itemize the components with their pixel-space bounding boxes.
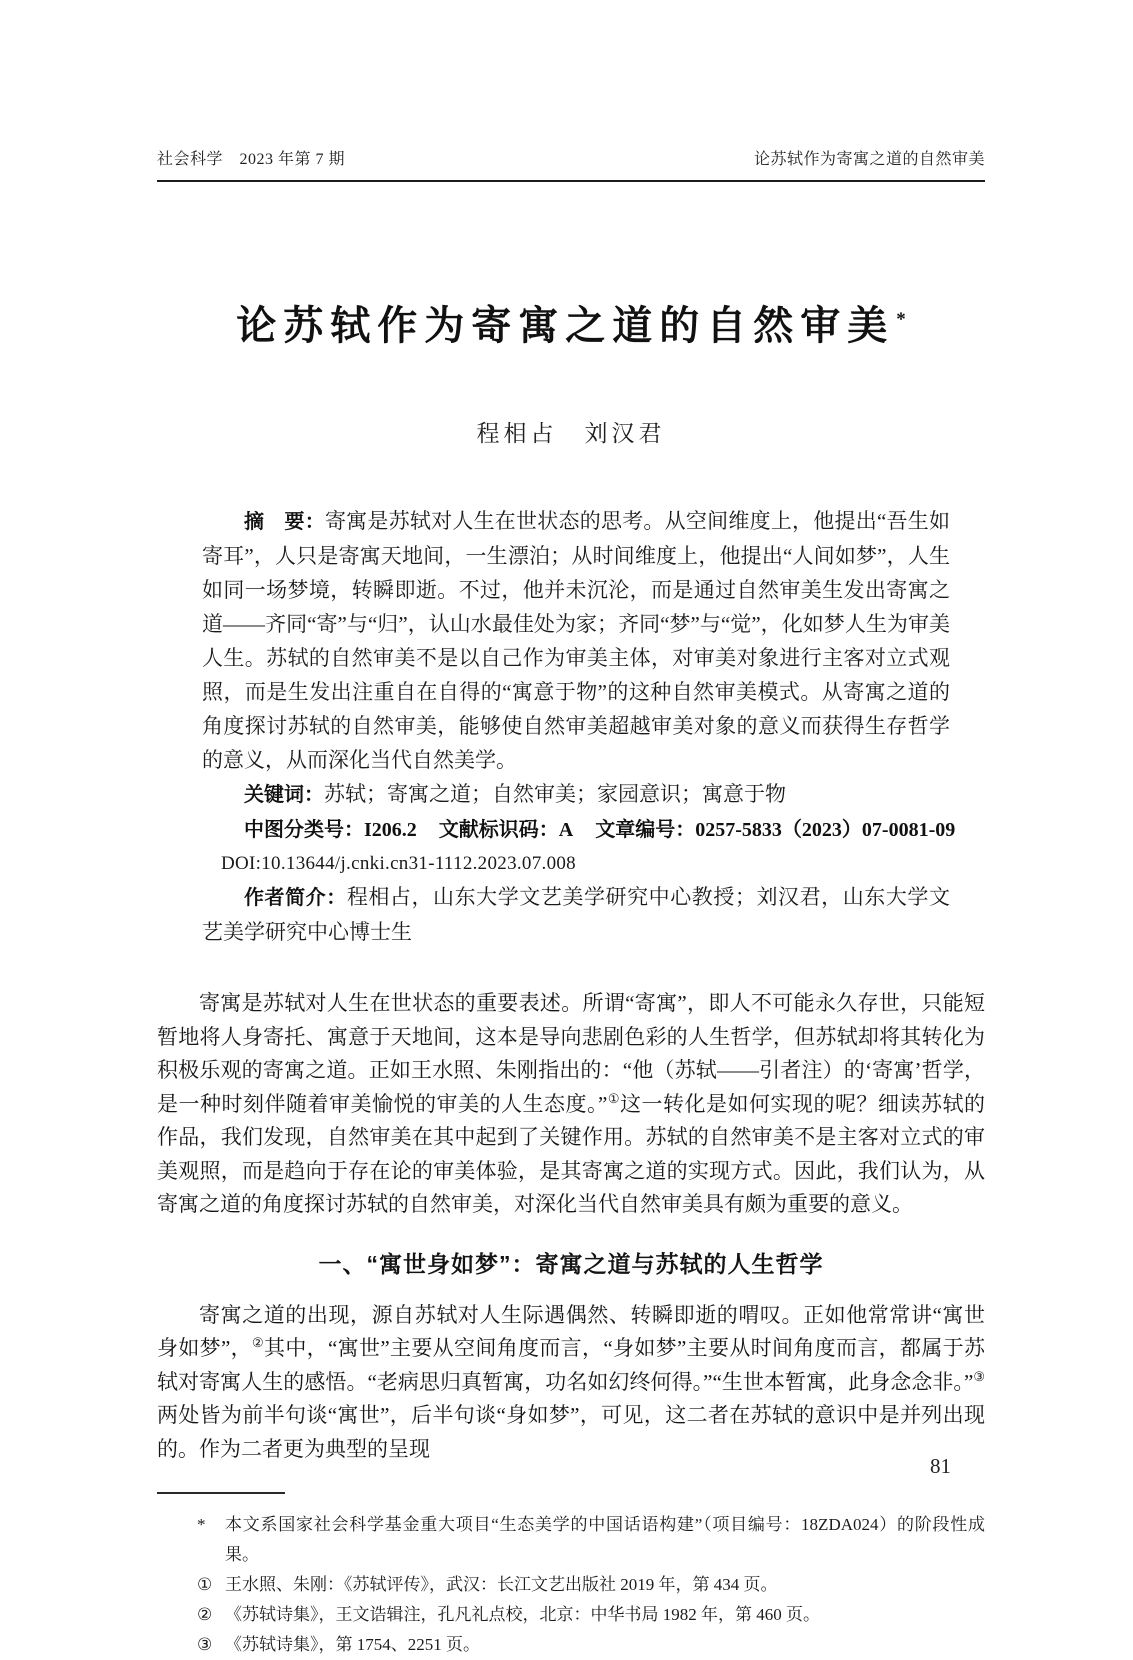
journal-issue-info: 社会科学 2023 年第 7 期 [157, 151, 346, 168]
footnote-marker: ② [197, 1605, 213, 1624]
clc-value: I206.2 [364, 819, 417, 841]
paragraph-1: 寄寓是苏轼对人生在世状态的重要表述。所谓“寄寓”，即人不可能永久存世，只能短暂地将人身寄托、寓意于天地间，这本是导向悲剧色彩的人生哲学，但苏轼却将其转化为积极乐观的寄寓之道。正如王水照、朱刚指出的：“他（苏轼——引者注）的‘寄寓’哲学，是一种时刻伴随着审美愉悦的审美的人生态度。”①这一转化是如何实现的呢？细读苏轼的作品，我们发现，自然审美在其中起到了关键作用。苏轼的自然审美不是主客对立式的审美观照，而是趋向于存在论的审美体验，是其寄寓之道的实现方式。因此，我们认为，从寄寓之道的角度探讨苏轼的自然审美，对深化当代自然审美具有颇为重要的意义。 [157, 991, 985, 1216]
paragraph-2: 寄寓之道的出现，源自苏轼对人生际遇偶然、转瞬即逝的喟叹。正如他常常讲“寓世身如梦”，②其中，“寓世”主要从空间角度而言，“身如梦”主要从时间角度而言，都属于苏轼对寄寓人生的感悟。“老病思归真暂寓，功名如幻终何得。”“生世本暂寓，此身念念非。”③两处皆为前半句谈“寓世”，后半句谈“身如梦”，可见，这二者在苏轼的意识中是并列出现的。作为二者更为典型的呈现 [157, 1302, 986, 1461]
title-footnote-marker: * [896, 308, 906, 330]
doi: DOI:10.13644/j.cnki.cn31-1112.2023.07.008 [221, 853, 576, 874]
abstract-text: 寄寓是苏轼对人生在世状态的思考。从空间维度上，他提出“吾生如寄耳”，人只是寄寓天地间，一生漂泊；从时间维度上，他提出“人间如梦”，人生如同一场梦境，转瞬即逝。不过，他并未沉沦，而是通过自然审美生发出寄寓之道——齐同“寄”与“归”，认山水最佳处为家；齐同“梦”与“觉”，化如梦人生为审美人生。苏轼的自然审美不是以自己作为审美主体，对审美对象进行主客对立式观照，而是生发出注重自在自得的“寓意于物”的这种自然审美模式。从寄寓之道的角度探讨苏轼的自然审美，能够使自然审美超越审美对象的意义而获得生存哲学的意义，从而深化当代自然美学。 [202, 509, 950, 772]
footnote-marker: ③ [197, 1635, 213, 1654]
author-bio [202, 880, 950, 949]
footnote-star [197, 1510, 985, 1570]
page-number: 81 [930, 1454, 951, 1478]
running-title: 论苏轼作为寄寓之道的自然审美 [753, 151, 985, 168]
doc-code-value: A [558, 819, 574, 841]
keywords-text: 苏轼；寄寓之道；自然审美；家园意识；寓意于物 [324, 782, 786, 806]
article-body [157, 987, 985, 1466]
footnote-text: 王水照、朱刚：《苏轼评传》，武汉：长江文艺出版社 2019 年，第 434 页。 [225, 1575, 778, 1594]
abstract-label: 摘 要： [244, 511, 325, 533]
footnote-marker: ① [197, 1575, 213, 1594]
footnote-text: 本文系国家社会科学基金重大项目“生态美学的中国话语构建”（项目编号：18ZDA024）的阶段性成果。 [225, 1515, 985, 1564]
clc-label: 中图分类号： [244, 819, 364, 841]
footnote-text: 《苏轼诗集》，第 1754、2251 页。 [225, 1635, 480, 1654]
author-bio-label: 作者简介： [244, 887, 347, 909]
classification-line [202, 812, 956, 847]
footnote-divider [157, 1492, 285, 1494]
footnotes [157, 1492, 985, 1660]
page-header [157, 0, 985, 182]
keywords [202, 777, 950, 812]
author-bio-text: 程相占，山东大学文艺美学研究中心教授；刘汉君，山东大学文艺美学研究中心博士生 [202, 885, 950, 944]
authors: 程相占 刘汉君 [476, 421, 666, 446]
footnote-1 [197, 1570, 985, 1600]
footnote-3 [197, 1630, 985, 1660]
article-id-label: 文章编号： [595, 819, 696, 841]
article-id-value: 0257-5833（2023）07-0081-09 [695, 819, 956, 841]
section-1-heading: 一、“寓世身如梦”：寄寓之道与苏轼的人生哲学 [318, 1250, 824, 1277]
abstract [202, 504, 950, 777]
footnote-2 [197, 1600, 985, 1630]
article-title-text: 论苏轼作为寄寓之道的自然审美 [236, 303, 895, 348]
footnote-text: 《苏轼诗集》，王文诰辑注，孔凡礼点校，北京：中华书局 1982 年，第 460 页。 [225, 1605, 820, 1624]
footnote-marker: * [197, 1515, 206, 1534]
front-matter [202, 504, 956, 949]
footnote-list [157, 1510, 985, 1660]
keywords-label: 关键词： [244, 784, 324, 806]
doc-code-label: 文献标识码： [438, 819, 559, 841]
article-title [157, 294, 985, 351]
